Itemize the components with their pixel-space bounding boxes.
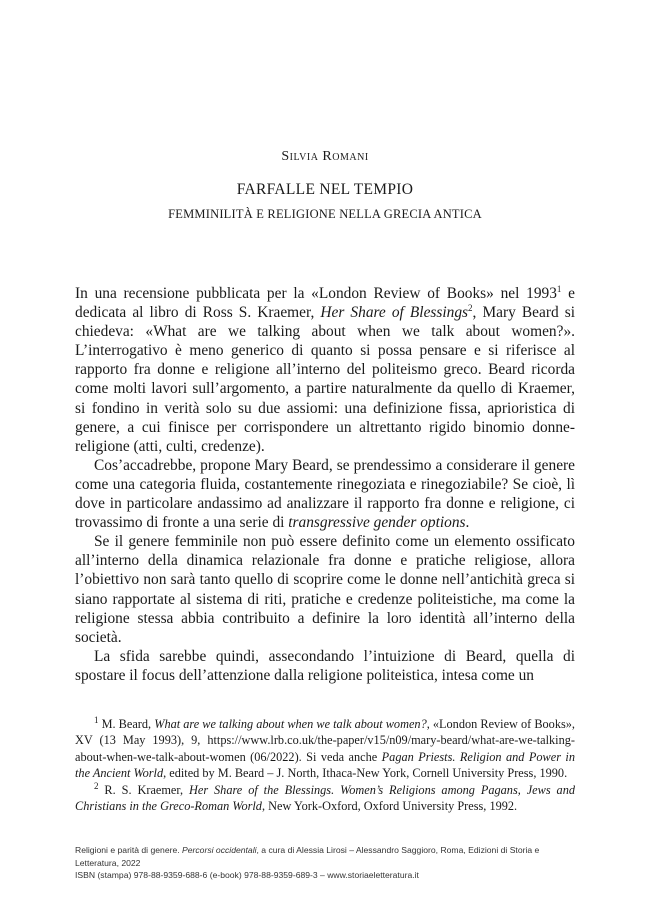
footnote-1: $^1$ M. Beard, What are we talking about when we talk about women?, «London Review of Books», XV (13 May 1993), 9, https://www.lrb.co.uk/the-paper/v15/n09/mary-beard/what-are-we-talking-about-when-we-talk-about-women (06/2022). Si veda anche Pagan Priests. Religion and Power in the Ancient World, edited by M. Beard – J. North, Ithaca-New York, Cornell University Press, 1990. [75, 714, 575, 781]
colophon [75, 844, 595, 882]
article-subtitle: FEMMINILITÀ E RELIGIONE NELLA GRECIA ANTICA [168, 207, 482, 221]
footnote-2: $^2$ R. S. Kraemer, Her Share of the Blessings. Women’s Religions among Pagans, Jews and Christians in the Greco-Roman World, New York-Oxford, Oxford University Press, 1992. [75, 780, 575, 814]
paragraph-3: Se il genere femminile non può essere definito come un elemento ossificato all’interno della dinamica relazionale fra donne e pratiche religiose, allora l’obiettivo non sarà tanto quello di scoprire come le donne nell’antichità greca si siano rapportate al sistema di riti, pratiche e credenze politeistiche, ma come la religione stessa abbia contribuito a definire la loro identità all’interno della società. [75, 533, 575, 646]
colophon-isbn: ISBN (stampa) 978-88-9359-688-6 (e-book) 978-88-9359-689-3 – www.storiaeletteratura.it [75, 870, 419, 880]
main-text [75, 284, 575, 685]
emphasis-phrase: transgressive gender options [288, 514, 466, 532]
article-title: FARFALLE NEL TEMPIO [236, 181, 414, 198]
book-title: Her Share of Blessings [320, 304, 469, 322]
paragraph-4: La sfida sarebbe quindi, assecondando l’intuizione di Beard, quella di spostare il focus dell’attenzione dalla religione politeistica, intesa come un [75, 647, 575, 684]
footnotes [75, 716, 575, 814]
paragraph-2: Cos’accadrebbe, propone Mary Beard, se prendessimo a considerare il genere come una categoria fluida, costantemente rinegoziata e rinegoziabile? Se cioè, lì dove in particolare andassimo ad analizzare il rapporto fra donne e religione, ci trovassimo di fronte a una serie di transgressive gender options. [75, 456, 575, 532]
footnote-ref-1: 1 [556, 283, 562, 294]
author-name: Silvia Romani [281, 149, 369, 164]
colophon-line-1: Religioni e parità di genere. Percorsi occidentali, a cura di Alessia Lirosi – Alessandro Saggioro, Roma, Edizioni di Storia e [75, 845, 540, 855]
footnote-ref-2: 2 [468, 302, 473, 313]
colophon-line-2: Letteratura, 2022 [75, 857, 141, 868]
paragraph-1: In una recensione pubblicata per la «London Review of Books» nel 1993$^1$ e dedicata al libro di Ross S. Kraemer, Her Share of Blessings$^2$, Mary Beard si chiedeva: «What are we talking about when we talk about women?». L’interrogativo è meno generico di quanto si possa pensare e si riferisce al rapporto fra donne e religione all’interno del politeismo greco. Beard ricorda come molti lavori sull’argomento, a partire naturalmente da quello di Kraemer, si fondino in verità solo su due assiomi: una definizione fissa, aprioristica di genere, a cui finisce per corrispondere un altrettanto rigido binomio donne-religione (atti, culti, credenze). [75, 283, 575, 455]
